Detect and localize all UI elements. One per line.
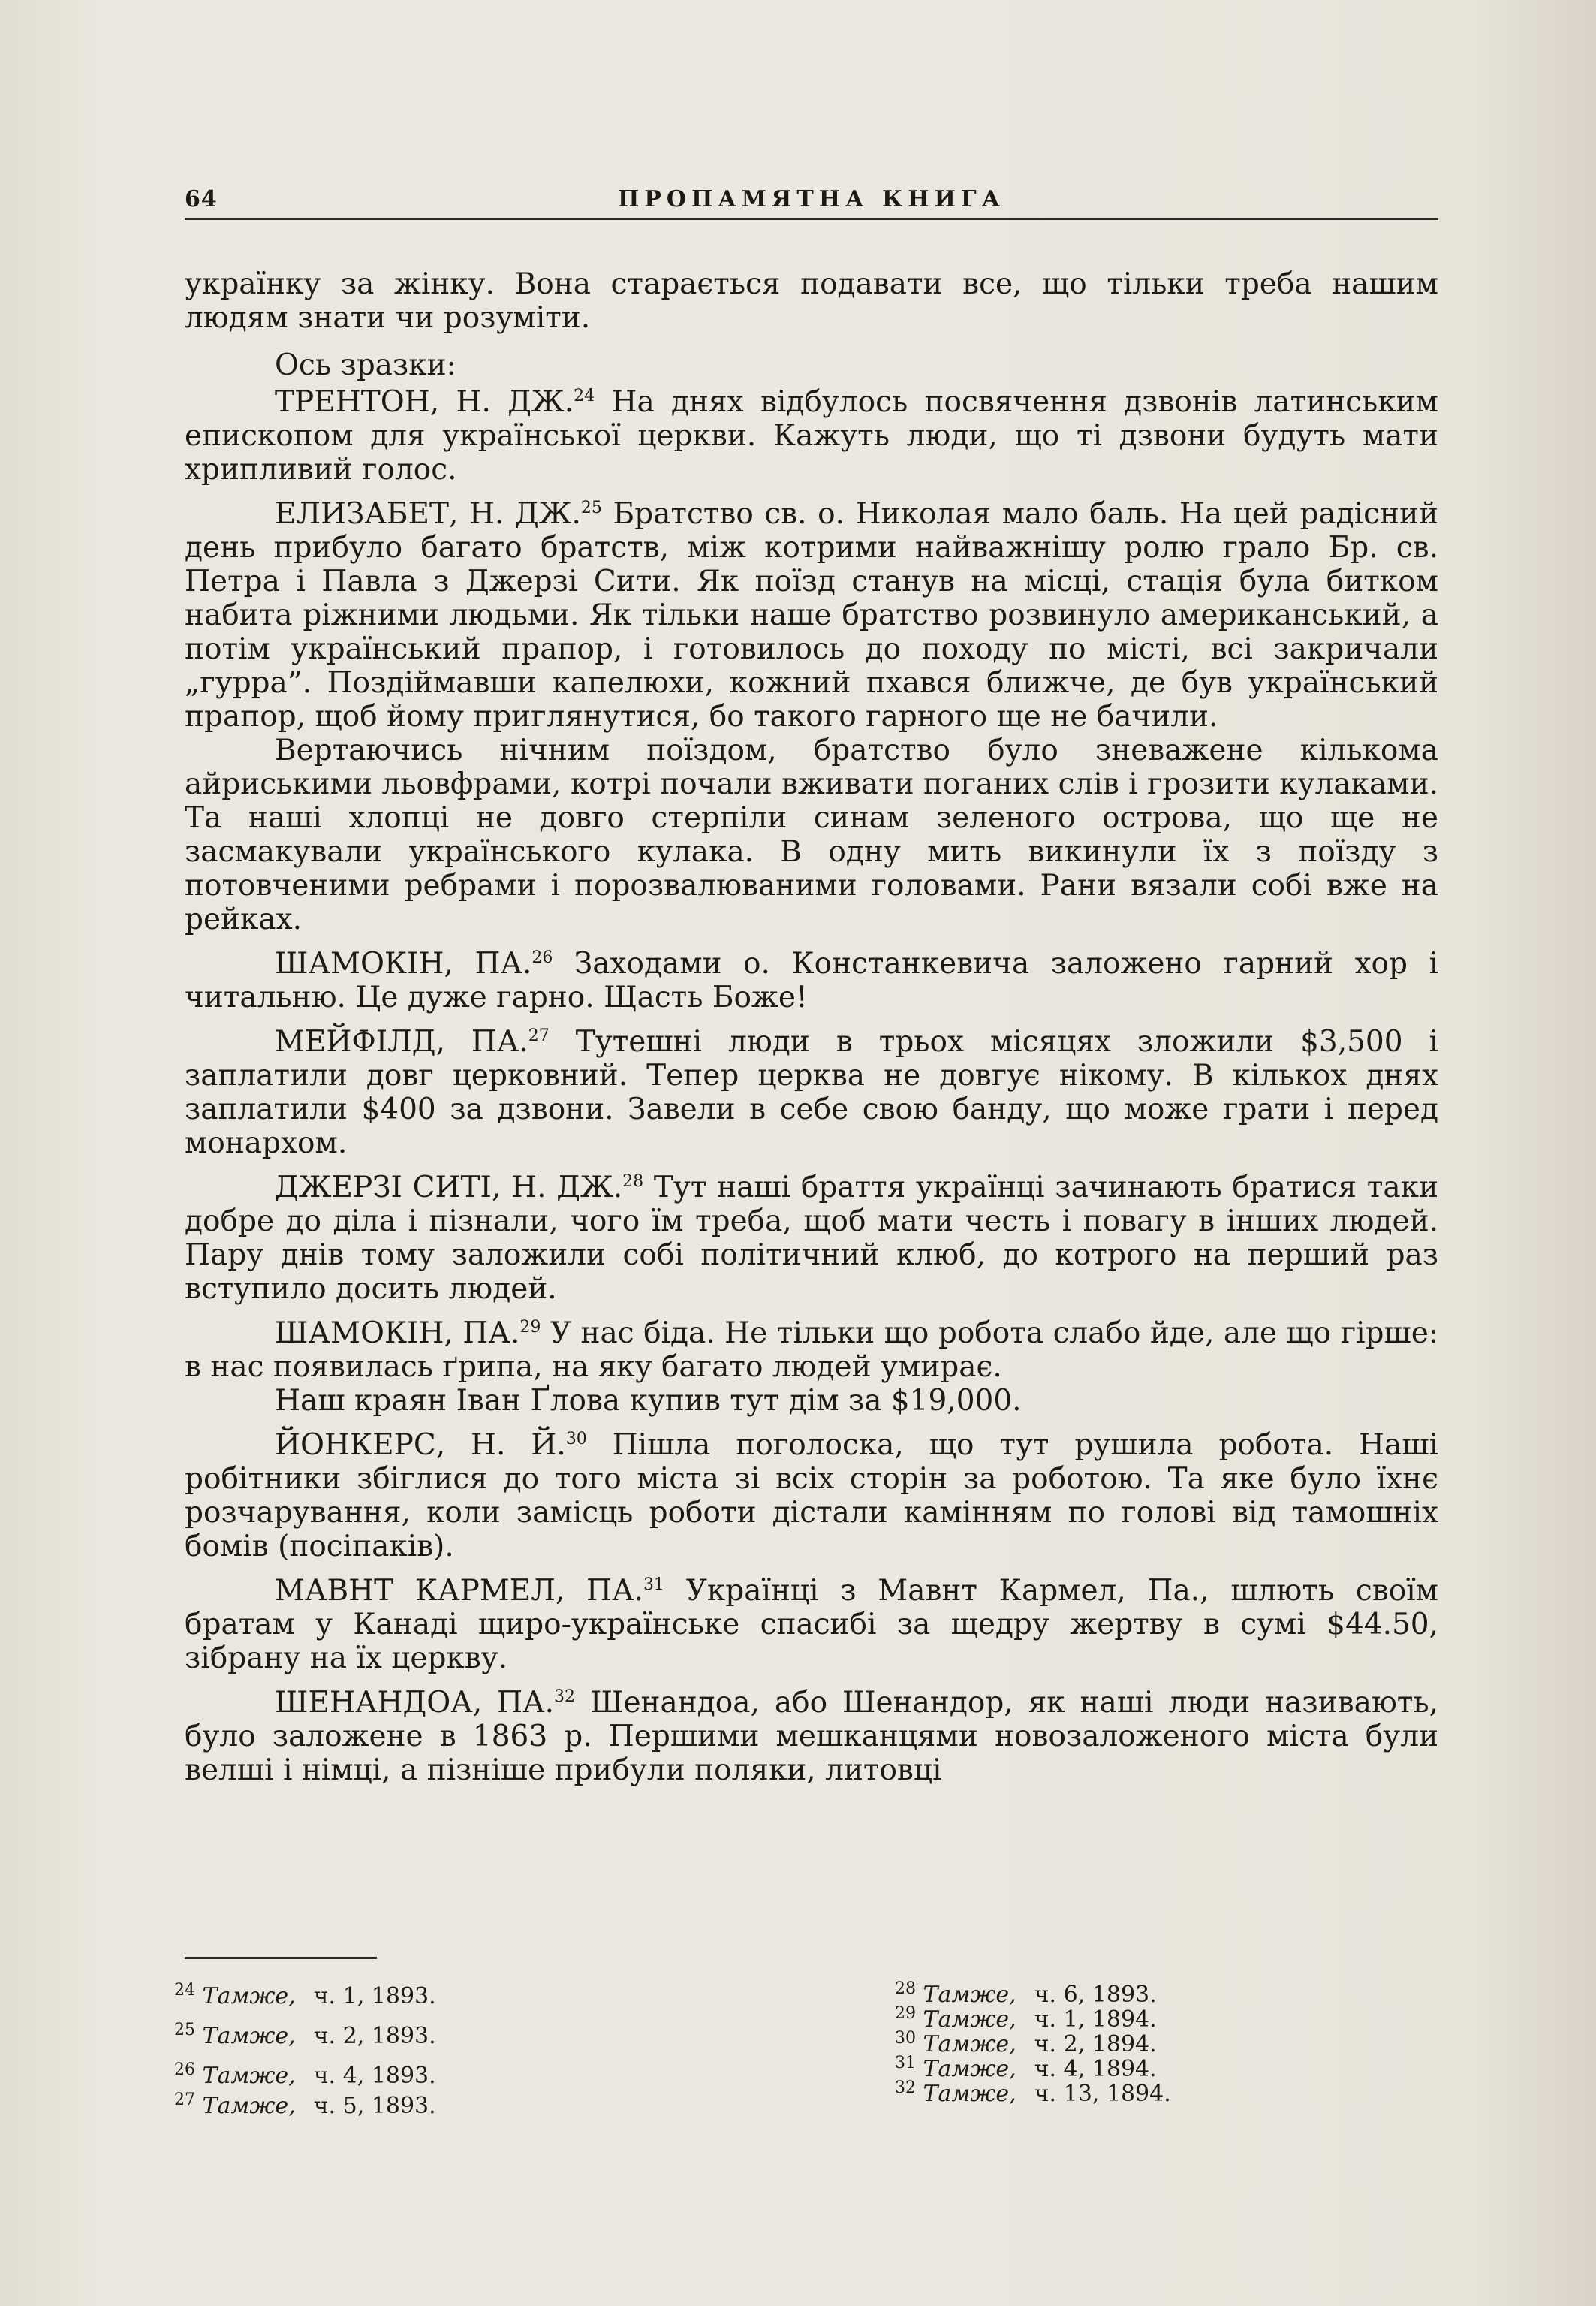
footnote-ref: 32 — [554, 1687, 576, 1706]
footnote-number: 24 — [174, 1981, 195, 2000]
footnote — [174, 2022, 595, 2051]
footnote-number: 25 — [174, 2021, 195, 2039]
footnote-ref: 26 — [531, 948, 553, 967]
footnote-source: Тамже, — [202, 2093, 296, 2119]
footnote-ref: 29 — [519, 1318, 541, 1337]
item-place: ЕЛИЗАБЕТ, Н. ДЖ. — [275, 497, 581, 531]
news-item — [185, 1686, 1438, 1787]
footnote-number: 31 — [895, 2054, 916, 2072]
main-text — [185, 267, 1438, 1787]
footnote — [895, 2054, 1315, 2082]
news-item — [185, 1316, 1438, 1384]
item-text: На днях відбулось посвячення дзвонів латинським епископом для української церкви. Кажуть люди, що ті дзвони будуть мати хрипливий голос. — [185, 385, 1438, 487]
footnote-source: Тамже, — [923, 2081, 1016, 2107]
item-place: ШАМОКІН, ПА. — [275, 1316, 520, 1350]
item-text: Пішла поголоска, що тут рушила робота. Наші робітники збіглися до того міста зі всіх сторін за роботою. Та яке було їхнє розчарування, коли замісць роботи дістали камінням по голові від тамошніх бомів (посіпаків). — [185, 1428, 1438, 1563]
footnote-detail: ч. 2, 1894. — [1034, 2031, 1157, 2057]
item-place: ТРЕНТОН, Н. ДЖ. — [275, 385, 574, 419]
footnote-source: Тамже, — [202, 1983, 296, 2009]
item-place: ЙОНКЕРС, Н. Й. — [275, 1428, 566, 1462]
news-item-continuation — [185, 734, 1438, 936]
footnotes-left-column — [174, 1982, 595, 2132]
examples-label: Ось зразки: — [275, 348, 456, 382]
footnote — [174, 1982, 595, 2011]
footnote-number: 26 — [174, 2060, 195, 2079]
footnote-detail: ч. 4, 1894. — [1034, 2056, 1157, 2082]
item-text: У нас біда. Не тільки що робота слабо йде, але що гірше: в нас появилась ґрипа, на яку багато людей умирає. — [185, 1316, 1438, 1384]
footnote-detail: ч. 1, 1893. — [313, 1983, 436, 2009]
footnote — [174, 2062, 595, 2090]
footnote-source: Тамже, — [923, 1982, 1016, 2008]
item-place: ШЕНАНДОА, ПА. — [275, 1686, 555, 1720]
news-item — [185, 1171, 1438, 1306]
footnote-number: 29 — [895, 2004, 916, 2023]
footnote-source: Тамже, — [923, 2031, 1016, 2057]
footnote-detail: ч. 13, 1894. — [1034, 2081, 1171, 2107]
footnote-detail: ч. 4, 1893. — [313, 2063, 436, 2089]
news-item — [185, 947, 1438, 1014]
item-text: Шенандоа, або Шенандор, як наші люди називають, було заложене в 1863 р. Першими мешканцями новозаложеного міста були велші і німці, а пізніше прибули поляки, литовці — [185, 1686, 1439, 1787]
footnote-number: 30 — [895, 2029, 916, 2048]
item-text: Вертаючись нічним поїздом, братство було зневажене кількома айриськими льовфрами, котрі почали вживати поганих слів і грозити кулаками. Та наші хлопці не довго стерпіли синам зеленого острова, що ще не засмакували українського кулака. В одну мить викинули їх з поїзду з потовченими ребрами і порозвалюваними головами. Рани вязали собі вже на рейках. — [185, 734, 1438, 936]
item-text: Тутешні люди в трьох місяцях зложили $3,500 і заплатили довг церковний. Тепер церква не довгує нікому. В кількох днях заплатили $400 за дзвони. Завели в себе свою банду, що може грати і перед монархом. — [185, 1025, 1438, 1160]
intro-paragraph: українку за жінку. Вона старається подавати все, що тільки треба нашим людям знати чи розуміти. — [185, 267, 1438, 335]
news-item — [185, 1025, 1438, 1160]
item-text: Українці з Мавнт Кармел, Па., шлють своїм братам у Канаді щиро-українське спасибі за щедру жертву в сумі $44.50, зібрану на їх церкву. — [185, 1574, 1438, 1675]
running-head: ПРОПАМЯТНА КНИГА — [617, 186, 1006, 213]
footnote-ref: 25 — [580, 499, 602, 517]
footnote-detail: ч. 1, 1894. — [1034, 2006, 1157, 2033]
item-text: Заходами о. Констанкевича заложено гарний хор і читальню. Це дуже гарно. Щасть Боже! — [185, 947, 1438, 1014]
footnotes-right-column — [895, 1979, 1315, 2107]
item-text: Наш краян Іван Ґлова купив тут дім за $19,000. — [275, 1384, 1022, 1418]
footnote-ref: 24 — [574, 387, 595, 405]
footnote-detail: ч. 2, 1893. — [313, 2023, 436, 2049]
footnote-ref: 30 — [565, 1430, 587, 1448]
footnote-source: Тамже, — [923, 2006, 1016, 2033]
news-item — [185, 1574, 1438, 1675]
footnote — [895, 1979, 1315, 2008]
item-place: ДЖЕРЗІ СИТІ, Н. ДЖ. — [275, 1171, 623, 1204]
footnote-detail: ч. 6, 1893. — [1034, 1982, 1157, 2008]
footnote-number: 28 — [895, 1979, 916, 1998]
footnote — [895, 2078, 1315, 2107]
item-place: ШАМОКІН, ПА. — [275, 947, 532, 981]
item-place: МЕЙФІЛД, ПА. — [275, 1025, 528, 1059]
item-place: МАВНТ КАРМЕЛ, ПА. — [275, 1574, 643, 1608]
footnote-ref: 28 — [622, 1172, 644, 1191]
news-item — [185, 1428, 1438, 1563]
footnote-detail: ч. 5, 1893. — [313, 2093, 436, 2119]
item-text: Тут наші браття українці зачинають братися таки добре до діла і пізнали, чого їм треба, щоб мати честь і повагу в інших людей. Пару днів тому заложили собі політичний клюб, до котрого на перший раз вступило досить людей. — [185, 1171, 1438, 1306]
news-item-continuation — [185, 1384, 1438, 1418]
footnote-number: 32 — [895, 2078, 916, 2097]
footnote-source: Тамже, — [923, 2056, 1016, 2082]
footnote — [174, 2092, 595, 2121]
footnote — [895, 2004, 1315, 2033]
footnote — [895, 2029, 1315, 2057]
footnote-ref: 31 — [643, 1575, 664, 1594]
news-item — [185, 385, 1438, 487]
page-number: 64 — [185, 186, 218, 213]
item-text: Братство св. о. Николая мало баль. На цей радісний день прибуло багато братств, між котрими найважнішу ролю грало Бр. св. Петра і Павла з Джерзі Сити. Як поїзд станув на місці, стація була битком набита ріжними людьми. Як тільки наше братство розвинуло американський, а потім український прапор, і готовилось до походу по місті, всі закричали „гурра”. Поздіймавши капелюхи, кожний пхався ближче, де був український прапор, щоб йому приглянутися, бо такого гарного ще не бачили. — [185, 497, 1438, 734]
footnote-source: Тамже, — [202, 2063, 296, 2089]
news-item — [185, 497, 1438, 734]
footnote-ref: 27 — [528, 1026, 550, 1045]
footnote-divider — [185, 1957, 377, 1959]
footnote-source: Тамже, — [202, 2023, 296, 2049]
page-header — [185, 186, 1438, 220]
footnote-number: 27 — [174, 2090, 195, 2109]
